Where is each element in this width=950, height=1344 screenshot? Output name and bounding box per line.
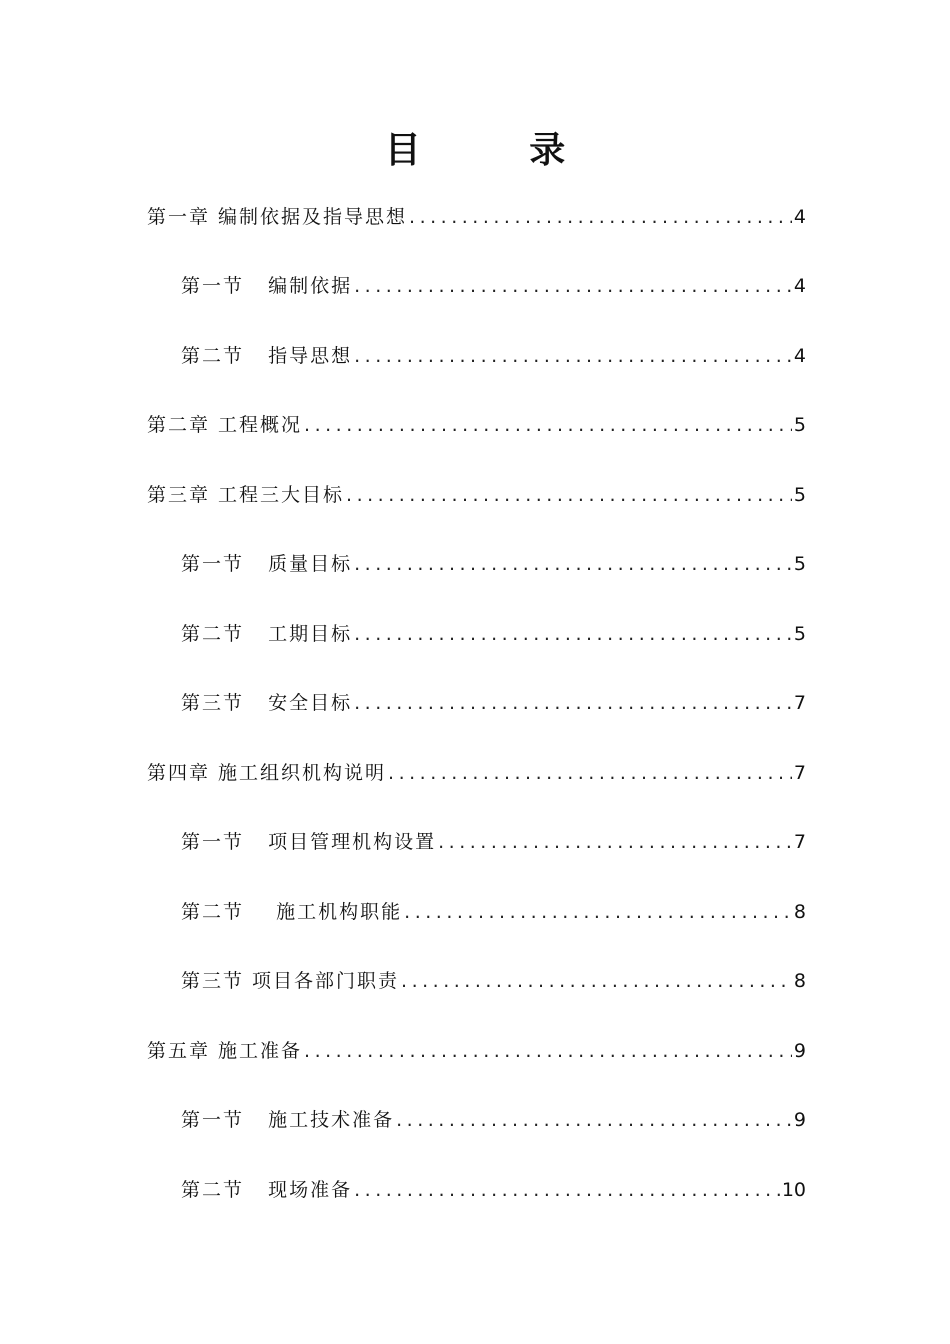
toc-entry-page: 8 <box>793 970 806 992</box>
toc-entry-page: 7 <box>793 692 806 714</box>
toc-entry-page: 7 <box>793 831 806 853</box>
toc-entry-text: 第一节 项目管理机构设置 <box>181 831 437 853</box>
toc-leader-dots <box>304 1031 792 1071</box>
toc-entry[interactable] <box>181 822 806 862</box>
toc-entry-text: 第三节 安全目标 <box>181 692 353 714</box>
toc-entry-text: 第一节 编制依据 <box>181 275 353 297</box>
toc-entry-page: 5 <box>793 623 806 645</box>
toc-entry-text: 第二章 工程概况 <box>147 414 303 436</box>
toc-leader-dots <box>346 475 792 515</box>
toc-leader-dots <box>404 892 792 932</box>
toc-entry-text: 第四章 施工组织机构说明 <box>147 762 387 784</box>
toc-entry[interactable] <box>181 1170 806 1210</box>
toc-entry-text: 第三章 工程三大目标 <box>147 484 345 506</box>
toc-entry-text: 第二节 指导思想 <box>181 345 353 367</box>
toc-leader-dots <box>304 405 792 445</box>
toc-entry[interactable] <box>181 892 806 932</box>
toc-leader-dots <box>401 961 792 1001</box>
toc-entry[interactable] <box>181 544 806 584</box>
toc-entry-page: 9 <box>793 1109 806 1131</box>
toc-entry-page: 4 <box>793 206 806 228</box>
toc-entry[interactable] <box>181 961 806 1001</box>
toc-entry-page: 10 <box>781 1179 806 1201</box>
toc-entry[interactable] <box>147 753 806 793</box>
toc-entry-text: 第二节 工期目标 <box>181 623 353 645</box>
toc-leader-dots <box>388 753 792 793</box>
toc-entry[interactable] <box>147 197 806 237</box>
toc-entry-page: 5 <box>793 553 806 575</box>
toc-entry[interactable] <box>181 266 806 306</box>
toc-leader-dots <box>354 614 792 654</box>
toc-entry[interactable] <box>147 475 806 515</box>
toc-entry[interactable] <box>181 1100 806 1140</box>
toc-leader-dots <box>438 822 792 862</box>
toc-entry-page: 4 <box>793 345 806 367</box>
toc-entry[interactable] <box>147 1031 806 1071</box>
toc-leader-dots <box>354 1170 780 1210</box>
toc-leader-dots <box>409 197 792 237</box>
toc-leader-dots <box>354 336 792 376</box>
toc-entry-text: 第一节 施工技术准备 <box>181 1109 395 1131</box>
toc-entry-page: 5 <box>793 484 806 506</box>
toc-entry[interactable] <box>147 405 806 445</box>
toc-entry[interactable] <box>181 683 806 723</box>
toc-entry-page: 9 <box>793 1040 806 1062</box>
toc-entry-page: 7 <box>793 762 806 784</box>
toc-leader-dots <box>354 683 792 723</box>
toc-entry-text: 第一节 质量目标 <box>181 553 353 575</box>
toc-entry-text: 第一章 编制依据及指导思想 <box>147 206 408 228</box>
toc-leader-dots <box>354 544 792 584</box>
toc-entry-page: 4 <box>793 275 806 297</box>
toc-entry-page: 8 <box>793 901 806 923</box>
toc-entry-text: 第三节 项目各部门职责 <box>181 970 400 992</box>
toc-entry-text: 第二节 现场准备 <box>181 1179 353 1201</box>
toc-entry-text: 第五章 施工准备 <box>147 1040 303 1062</box>
toc-entry[interactable] <box>181 614 806 654</box>
toc-title: 目 录 <box>384 130 614 171</box>
toc-leader-dots <box>354 266 792 306</box>
toc-entry-page: 5 <box>793 414 806 436</box>
toc-leader-dots <box>396 1100 792 1140</box>
toc-entry-text: 第二节 施工机构职能 <box>181 901 403 923</box>
toc-entry[interactable] <box>181 336 806 376</box>
